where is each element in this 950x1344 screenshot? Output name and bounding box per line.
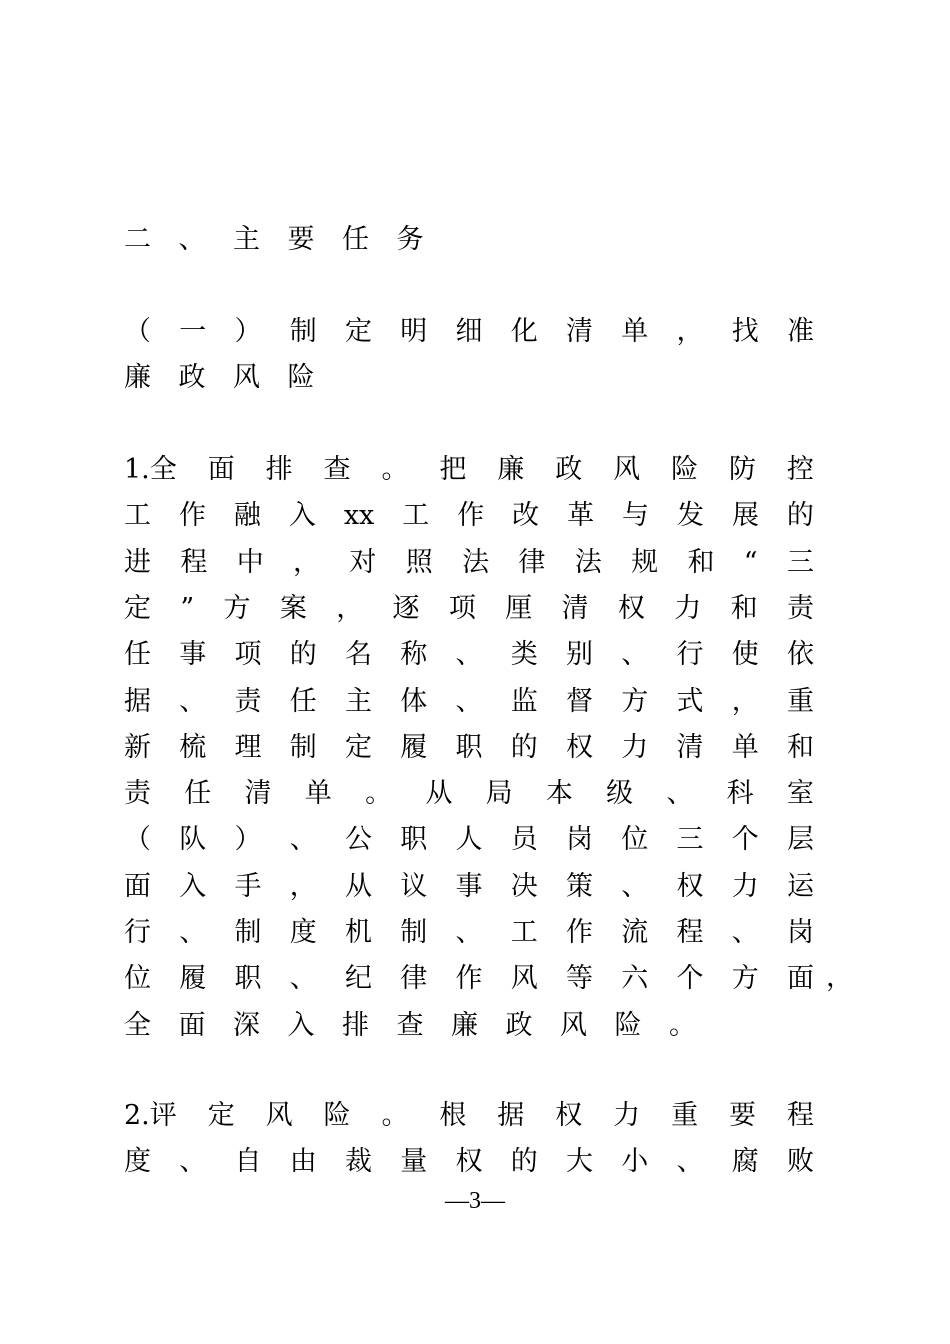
glyph: 式 xyxy=(676,685,704,717)
glyph: 队 xyxy=(179,824,207,856)
glyph: ） xyxy=(234,316,262,347)
glyph: ， xyxy=(293,546,321,578)
para1-line xyxy=(124,679,814,725)
glyph: ， xyxy=(676,316,704,347)
glyph: 逐 xyxy=(392,592,420,624)
glyph: 入 xyxy=(287,1009,315,1041)
glyph: 权 xyxy=(676,870,704,902)
glyph: 重 xyxy=(787,685,814,717)
glyph: 使 xyxy=(731,639,759,671)
glyph: 查 xyxy=(396,1009,424,1041)
glyph: 、 xyxy=(455,685,483,717)
glyph: ， xyxy=(289,870,317,902)
glyph: 履 xyxy=(179,963,207,995)
para1-line xyxy=(124,493,814,539)
para1-line xyxy=(124,910,814,956)
glyph: 履 xyxy=(400,731,428,763)
glyph: 力 xyxy=(613,1100,641,1131)
glyph: 、 xyxy=(621,870,649,902)
glyph: 权 xyxy=(566,731,593,763)
glyph: 力 xyxy=(621,731,649,763)
glyph: 定 xyxy=(207,1100,235,1131)
glyph: 科 xyxy=(726,778,754,810)
glyph: 清 xyxy=(561,592,589,624)
glyph: 事 xyxy=(455,870,483,902)
glyph: 层 xyxy=(787,824,814,856)
glyph: 事 xyxy=(179,639,207,671)
glyph: 责 xyxy=(234,685,262,717)
glyph: 险 xyxy=(671,454,699,485)
glyph: 法 xyxy=(574,546,602,578)
glyph: 一 xyxy=(179,316,207,347)
glyph: 权 xyxy=(455,1146,483,1178)
glyph: 腐 xyxy=(731,1146,759,1178)
glyph: 裁 xyxy=(345,1146,372,1178)
glyph: 作 xyxy=(178,500,206,532)
glyph: 职 xyxy=(455,731,483,763)
glyph: （ xyxy=(124,316,151,347)
glyph: 六 xyxy=(621,963,649,995)
glyph: 查 xyxy=(323,454,351,485)
glyph: 入 xyxy=(288,500,316,532)
glyph: 的 xyxy=(510,731,538,763)
glyph: 根 xyxy=(439,1100,467,1131)
glyph: 化 xyxy=(510,316,538,347)
glyph: 度 xyxy=(124,1146,151,1178)
glyph: 重 xyxy=(671,1100,699,1131)
glyph: 本 xyxy=(545,778,573,810)
paragraph-1-overflow-comma: ， xyxy=(826,962,853,993)
glyph: 方 xyxy=(621,685,649,717)
glyph: 级 xyxy=(606,778,634,810)
section-heading xyxy=(124,217,814,263)
glyph: 位 xyxy=(621,824,649,856)
glyph: 力 xyxy=(674,592,702,624)
glyph: ， xyxy=(336,592,364,624)
glyph: ” xyxy=(180,592,195,624)
glyph: 面 xyxy=(207,454,235,485)
glyph: 制 xyxy=(234,917,262,948)
glyph: 员 xyxy=(510,824,538,856)
glyph: 融 xyxy=(233,500,261,532)
glyph: 手 xyxy=(234,870,262,902)
glyph: 机 xyxy=(345,917,372,948)
glyph: 廉 xyxy=(124,362,151,393)
glyph: “ xyxy=(743,546,758,578)
glyph: 防 xyxy=(728,454,756,485)
glyph: 位 xyxy=(124,963,151,995)
glyph: 作 xyxy=(457,500,485,532)
glyph: 。 xyxy=(669,1009,696,1041)
glyph: 制 xyxy=(400,917,428,948)
glyph: 、 xyxy=(179,917,207,948)
glyph: 1.全 xyxy=(124,454,177,485)
glyph: 主 xyxy=(345,685,372,717)
glyph: 的 xyxy=(510,1146,538,1178)
glyph: 细 xyxy=(455,316,483,347)
glyph: 任 xyxy=(289,685,317,717)
glyph: 项 xyxy=(448,592,476,624)
glyph: 流 xyxy=(621,917,649,948)
glyph: 、 xyxy=(178,224,206,255)
glyph: 行 xyxy=(124,917,151,948)
glyph: 入 xyxy=(179,870,207,902)
glyph: 要 xyxy=(728,1100,756,1131)
glyph: 岗 xyxy=(787,917,814,948)
glyph: 、 xyxy=(676,1146,704,1178)
glyph: 局 xyxy=(485,778,513,810)
glyph: 制 xyxy=(289,731,317,763)
glyph: 岗 xyxy=(566,824,593,856)
glyph: 。 xyxy=(381,1100,409,1131)
glyph: 单 xyxy=(731,731,759,763)
glyph: 厘 xyxy=(505,592,533,624)
glyph: 职 xyxy=(400,824,428,856)
glyph: 明 xyxy=(400,316,428,347)
glyph: 议 xyxy=(400,870,428,902)
glyph: 工 xyxy=(402,500,430,532)
glyph: 政 xyxy=(178,362,206,393)
glyph: 三 xyxy=(676,824,704,856)
glyph: 对 xyxy=(349,546,377,578)
glyph: 梳 xyxy=(179,731,207,763)
glyph: ， xyxy=(731,685,759,717)
glyph: 自 xyxy=(234,1146,262,1178)
glyph: 、 xyxy=(455,917,483,948)
glyph: 新 xyxy=(124,731,151,763)
glyph: 主 xyxy=(233,224,260,255)
glyph: 方 xyxy=(731,963,759,995)
glyph: 要 xyxy=(287,224,315,255)
para1-line xyxy=(124,540,814,586)
glyph: 工 xyxy=(124,500,151,532)
glyph: 2.评 xyxy=(124,1100,177,1131)
glyph: 、 xyxy=(179,685,207,717)
glyph: 风 xyxy=(510,963,538,995)
glyph: 深 xyxy=(233,1009,260,1041)
para1-line xyxy=(124,632,814,678)
para1-line xyxy=(124,586,814,632)
glyph: 进 xyxy=(124,546,151,578)
glyph: 险 xyxy=(287,362,315,393)
glyph: 三 xyxy=(786,546,814,578)
glyph: 与 xyxy=(622,500,650,532)
glyph: 二 xyxy=(124,224,151,255)
glyph: 个 xyxy=(731,824,759,856)
glyph: 职 xyxy=(234,963,262,995)
para2-line xyxy=(124,1093,814,1139)
glyph: 务 xyxy=(396,224,424,255)
glyph: 室 xyxy=(786,778,814,810)
glyph: 控 xyxy=(786,454,814,485)
glyph: 督 xyxy=(566,685,593,717)
glyph: 中 xyxy=(236,546,264,578)
para2-line xyxy=(124,1139,814,1185)
para1-line xyxy=(124,864,814,910)
glyph: 革 xyxy=(567,500,595,532)
glyph: 个 xyxy=(676,963,704,995)
glyph: 由 xyxy=(289,1146,317,1178)
glyph: 运 xyxy=(787,870,814,902)
glyph: 定 xyxy=(124,592,151,624)
para1-line xyxy=(124,771,814,817)
glyph: 程 xyxy=(786,1100,814,1131)
glyph: 理 xyxy=(234,731,262,763)
glyph: 权 xyxy=(555,1100,583,1131)
glyph: ） xyxy=(234,824,262,856)
glyph: 任 xyxy=(184,778,212,810)
para1-line xyxy=(124,956,814,1002)
glyph: 人 xyxy=(455,824,483,856)
glyph: 法 xyxy=(462,546,490,578)
glyph: 程 xyxy=(676,917,704,948)
glyph: 政 xyxy=(505,1009,533,1041)
glyph: 改 xyxy=(512,500,540,532)
glyph: 面 xyxy=(124,870,151,902)
glyph: 展 xyxy=(731,500,759,532)
glyph: 。 xyxy=(365,778,393,810)
glyph: 权 xyxy=(617,592,645,624)
glyph: 方 xyxy=(223,592,251,624)
glyph: 名 xyxy=(345,639,372,671)
glyph: 清 xyxy=(676,731,704,763)
glyph: 和 xyxy=(730,592,758,624)
glyph: 、 xyxy=(731,917,759,948)
glyph: 定 xyxy=(345,316,372,347)
glyph: 行 xyxy=(676,639,704,671)
glyph: 单 xyxy=(304,778,332,810)
glyph: xx xyxy=(343,500,375,532)
glyph: 政 xyxy=(555,454,583,485)
glyph: 、 xyxy=(179,1146,207,1178)
glyph: 任 xyxy=(342,224,369,255)
glyph: 面 xyxy=(178,1009,206,1041)
glyph: 单 xyxy=(621,316,649,347)
glyph: 量 xyxy=(400,1146,428,1178)
glyph: 律 xyxy=(518,546,546,578)
glyph: 把 xyxy=(439,454,467,485)
glyph: 清 xyxy=(566,316,593,347)
glyph: 发 xyxy=(677,500,704,532)
glyph: 风 xyxy=(613,454,641,485)
glyph: 。 xyxy=(381,454,409,485)
glyph: 责 xyxy=(124,778,151,810)
glyph: 作 xyxy=(566,917,593,948)
glyph: 力 xyxy=(731,870,759,902)
glyph: 和 xyxy=(687,546,715,578)
glyph: 全 xyxy=(124,1009,151,1041)
glyph: 监 xyxy=(510,685,538,717)
glyph: 风 xyxy=(233,362,260,393)
glyph: 的 xyxy=(289,639,317,671)
glyph: 项 xyxy=(234,639,262,671)
glyph: 和 xyxy=(787,731,814,763)
subsection-heading-line-2 xyxy=(124,355,814,401)
glyph: 案 xyxy=(279,592,307,624)
glyph: 体 xyxy=(400,685,428,717)
glyph: 、 xyxy=(455,639,483,671)
glyph: 找 xyxy=(731,316,759,347)
glyph: 小 xyxy=(621,1146,649,1178)
glyph: 任 xyxy=(124,639,151,671)
glyph: 据 xyxy=(497,1100,525,1131)
glyph: 纪 xyxy=(345,963,372,995)
glyph: 准 xyxy=(787,316,814,347)
glyph: 、 xyxy=(289,963,317,995)
glyph: 作 xyxy=(455,963,483,995)
glyph: 责 xyxy=(786,592,814,624)
glyph: 照 xyxy=(405,546,433,578)
glyph: 败 xyxy=(787,1146,814,1178)
glyph: 从 xyxy=(425,778,453,810)
glyph: 依 xyxy=(787,639,814,671)
glyph: 面 xyxy=(787,963,814,995)
glyph: 廉 xyxy=(497,454,525,485)
glyph: 别 xyxy=(566,639,593,671)
glyph: 险 xyxy=(614,1009,642,1041)
glyph: 公 xyxy=(345,824,372,856)
para1-line xyxy=(124,817,814,863)
glyph: 工 xyxy=(510,917,538,948)
glyph: 、 xyxy=(289,824,317,856)
glyph: 策 xyxy=(566,870,593,902)
subsection-heading-line-1 xyxy=(124,309,814,355)
glyph: 度 xyxy=(289,917,317,948)
glyph: 称 xyxy=(400,639,428,671)
glyph: 类 xyxy=(510,639,538,671)
glyph: （ xyxy=(124,824,151,856)
glyph: 等 xyxy=(566,963,593,995)
glyph: 据 xyxy=(124,685,151,717)
glyph: 、 xyxy=(666,778,694,810)
glyph: 程 xyxy=(180,546,208,578)
para1-line xyxy=(124,725,814,771)
para1-line xyxy=(124,1003,814,1049)
glyph: 廉 xyxy=(451,1009,478,1041)
glyph: 决 xyxy=(510,870,538,902)
glyph: 风 xyxy=(265,1100,293,1131)
glyph: 规 xyxy=(631,546,659,578)
glyph: 清 xyxy=(244,778,272,810)
glyph: 的 xyxy=(786,500,814,532)
para1-line xyxy=(124,447,814,493)
glyph: 从 xyxy=(345,870,372,902)
glyph: 律 xyxy=(400,963,428,995)
glyph: 大 xyxy=(566,1146,593,1178)
glyph: 风 xyxy=(560,1009,587,1041)
glyph: 定 xyxy=(345,731,372,763)
glyph: 制 xyxy=(289,316,317,347)
glyph: 险 xyxy=(323,1100,351,1131)
glyph: 排 xyxy=(342,1009,369,1041)
page-number: —3— xyxy=(445,1188,505,1214)
glyph: 、 xyxy=(621,639,649,671)
glyph: 排 xyxy=(265,454,293,485)
